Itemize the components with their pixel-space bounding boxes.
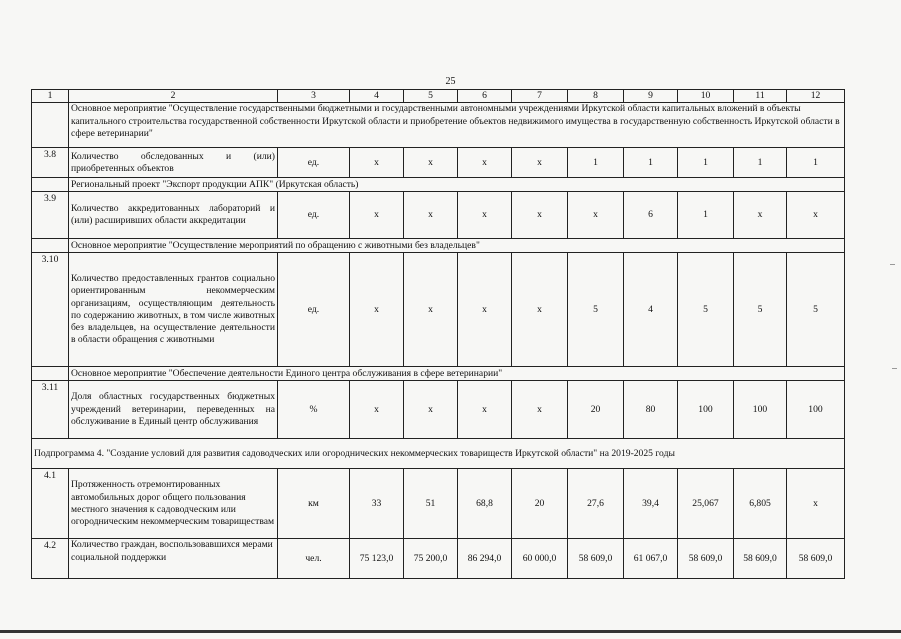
value-cell: 80 bbox=[624, 381, 678, 439]
column-header: 3 bbox=[278, 90, 350, 103]
value-cell: 20 bbox=[512, 469, 568, 539]
value-cell: 100 bbox=[678, 381, 734, 439]
section-row bbox=[32, 239, 845, 253]
unit-cell: км bbox=[278, 469, 350, 539]
value-cell: 68,8 bbox=[458, 469, 512, 539]
value-cell: 75 123,0 bbox=[350, 539, 404, 579]
value-cell: х bbox=[734, 192, 787, 239]
value-cell: х bbox=[458, 381, 512, 439]
value-cell: 100 bbox=[734, 381, 787, 439]
value-cell: 1 bbox=[678, 148, 734, 178]
unit-cell: % bbox=[278, 381, 350, 439]
value-cell: 1 bbox=[624, 148, 678, 178]
value-cell: 60 000,0 bbox=[512, 539, 568, 579]
value-cell: 58 609,0 bbox=[787, 539, 845, 579]
scan-edge bbox=[0, 630, 901, 633]
column-header: 2 bbox=[69, 90, 278, 103]
row-number: 3.9 bbox=[32, 192, 69, 239]
value-cell: 27,6 bbox=[568, 469, 624, 539]
value-cell: 75 200,0 bbox=[404, 539, 458, 579]
column-header: 4 bbox=[350, 90, 404, 103]
column-header: 11 bbox=[734, 90, 787, 103]
value-cell: х bbox=[350, 381, 404, 439]
value-cell: х bbox=[404, 148, 458, 178]
indicator-name: Количество обследованных и (или) приобретенных объектов bbox=[69, 148, 278, 178]
page-number: 25 bbox=[445, 76, 456, 87]
row-number: 3.10 bbox=[32, 253, 69, 367]
value-cell: х bbox=[512, 381, 568, 439]
section-title: Региональный проект "Экспорт продукции АПК" (Иркутская область) bbox=[69, 178, 845, 192]
column-header: 5 bbox=[404, 90, 458, 103]
indicator-name: Доля областных государственных бюджетных учреждений ветеринарии, переведенных на обслуживание в Единый центр обслуживания bbox=[69, 381, 278, 439]
section-row bbox=[32, 103, 845, 148]
section-title: Основное мероприятие "Обеспечение деятельности Единого центра обслуживания в сфере ветеринарии" bbox=[69, 367, 845, 381]
value-cell: х bbox=[787, 469, 845, 539]
column-header: 9 bbox=[624, 90, 678, 103]
indicator-name: Количество предоставленных грантов социально ориентированным некоммерческим организациям, осуществляющим деятельность по содержанию животных, в том числе животных без владельцев, на осуществление деятельности в области обращения с животными bbox=[69, 253, 278, 367]
value-cell: х bbox=[512, 192, 568, 239]
subprogram-title: Подпрограмма 4. "Создание условий для развития садоводческих или огороднических некоммерческих товариществ Иркутской области" на 2019-2025 годы bbox=[32, 439, 845, 469]
table-row bbox=[32, 253, 845, 367]
value-cell: 1 bbox=[734, 148, 787, 178]
table-row bbox=[32, 539, 845, 579]
value-cell: 5 bbox=[568, 253, 624, 367]
column-header: 8 bbox=[568, 90, 624, 103]
indicator-name: Количество аккредитованных лабораторий и (или) расширивших области аккредитации bbox=[69, 192, 278, 239]
value-cell: х bbox=[404, 381, 458, 439]
unit-cell: ед. bbox=[278, 253, 350, 367]
section-row bbox=[32, 178, 845, 192]
value-cell: х bbox=[350, 192, 404, 239]
section-row bbox=[32, 367, 845, 381]
column-header: 7 bbox=[512, 90, 568, 103]
scan-mark bbox=[892, 368, 897, 369]
value-cell: х bbox=[787, 192, 845, 239]
value-cell: 5 bbox=[734, 253, 787, 367]
value-cell: 33 bbox=[350, 469, 404, 539]
section-title: Основное мероприятие "Осуществление государственными бюджетными и государственными автономными учреждениями Иркутской области капитальных вложений в объекты капитального строительства государственной собственности Иркутской области и приобретение объектов недвижимого имущества в государственную собственность Иркутской области в сфере ветеринарии" bbox=[69, 103, 845, 148]
value-cell: х bbox=[350, 148, 404, 178]
section-title: Основное мероприятие "Осуществление мероприятий по обращению с животными без владельцев" bbox=[69, 239, 845, 253]
unit-cell: чел. bbox=[278, 539, 350, 579]
scan-mark bbox=[890, 264, 895, 265]
column-header: 6 bbox=[458, 90, 512, 103]
value-cell: 4 bbox=[624, 253, 678, 367]
value-cell: х bbox=[458, 148, 512, 178]
subprogram-row bbox=[32, 439, 845, 469]
indicator-name: Протяженность отремонтированных автомобильных дорог общего пользования местного значения к садоводческим или огородническим некоммерческим товариществам bbox=[69, 469, 278, 539]
value-cell: х bbox=[350, 253, 404, 367]
value-cell: 1 bbox=[787, 148, 845, 178]
value-cell: 1 bbox=[568, 148, 624, 178]
table-row bbox=[32, 469, 845, 539]
value-cell: 5 bbox=[678, 253, 734, 367]
value-cell: х bbox=[458, 192, 512, 239]
row-number: 3.8 bbox=[32, 148, 69, 178]
value-cell: 58 609,0 bbox=[678, 539, 734, 579]
value-cell: 61 067,0 bbox=[624, 539, 678, 579]
indicators-table bbox=[31, 89, 845, 579]
table-row bbox=[32, 381, 845, 439]
value-cell: 20 bbox=[568, 381, 624, 439]
value-cell: 58 609,0 bbox=[734, 539, 787, 579]
value-cell: 6 bbox=[624, 192, 678, 239]
value-cell: 51 bbox=[404, 469, 458, 539]
value-cell: х bbox=[512, 253, 568, 367]
indicator-name: Количество граждан, воспользовавшихся мерами социальной поддержки bbox=[69, 539, 278, 579]
value-cell: 5 bbox=[787, 253, 845, 367]
row-number: 4.2 bbox=[32, 539, 69, 579]
value-cell: 100 bbox=[787, 381, 845, 439]
row-number: 3.11 bbox=[32, 381, 69, 439]
value-cell: х bbox=[512, 148, 568, 178]
column-header: 10 bbox=[678, 90, 734, 103]
value-cell: 6,805 bbox=[734, 469, 787, 539]
header-row bbox=[32, 90, 845, 103]
value-cell: 39,4 bbox=[624, 469, 678, 539]
table-row bbox=[32, 148, 845, 178]
value-cell: 58 609,0 bbox=[568, 539, 624, 579]
value-cell: х bbox=[568, 192, 624, 239]
table-row bbox=[32, 192, 845, 239]
value-cell: х bbox=[404, 192, 458, 239]
unit-cell: ед. bbox=[278, 148, 350, 178]
row-number: 4.1 bbox=[32, 469, 69, 539]
value-cell: 25,067 bbox=[678, 469, 734, 539]
value-cell: 1 bbox=[678, 192, 734, 239]
value-cell: 86 294,0 bbox=[458, 539, 512, 579]
value-cell: х bbox=[458, 253, 512, 367]
unit-cell: ед. bbox=[278, 192, 350, 239]
column-header: 1 bbox=[32, 90, 69, 103]
column-header: 12 bbox=[787, 90, 845, 103]
value-cell: х bbox=[404, 253, 458, 367]
